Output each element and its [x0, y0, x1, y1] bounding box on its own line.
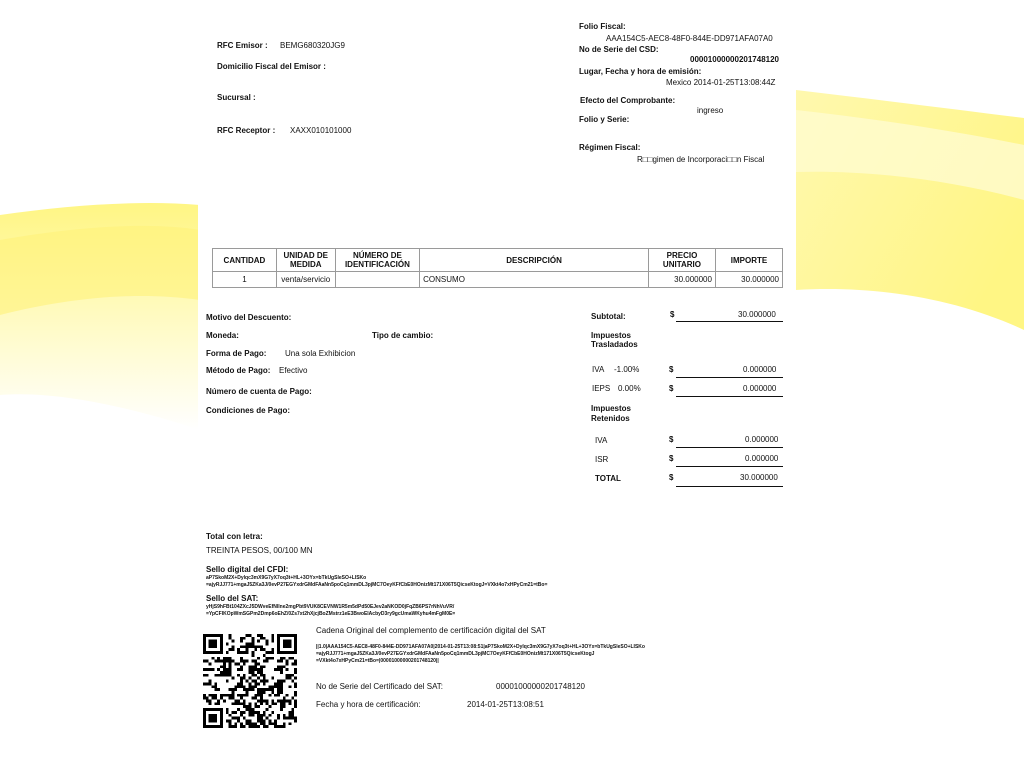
rfc-emisor-value: BEMG680320JG9 — [280, 41, 345, 50]
cadena-line1: ||1.0|AAA154C5-AEC8-48F0-844E-DD971AFA07A0|2014-01-25T13:08:51|aP7SkoM2X+Dylqc3mX9G7yX7oq3t+HL+3OYx=bTkUgSleSO+LISKo — [316, 644, 645, 650]
efecto-label: Efecto del Comprobante: — [580, 96, 676, 105]
sello-cfdi-line1: aP7SkoM2X+Dylqc3mX9G7yX7oq3t+HL+3OYx=bTkUgSleSO+LISKo — [206, 575, 367, 581]
metodo-pago-label: Método de Pago: — [206, 366, 271, 375]
col-importe: IMPORTE — [715, 249, 782, 272]
serie-csd-value: 00001000000201748120 — [690, 55, 779, 64]
retenidos-label-2: Retenidos — [591, 414, 630, 423]
sello-cfdi-label: Sello digital del CFDI: — [206, 565, 289, 574]
cell-precio-unitario: 30.000000 — [648, 272, 715, 288]
rfc-emisor-label: RFC Emisor : — [217, 41, 268, 50]
serie-certificado-value: 00001000000201748120 — [496, 682, 585, 691]
sello-sat-line1: yHjS9hFBt104ZXcJ5DWveEfNlIne2mgPbt9VUK8CEVNW1R5m5dPd50EJev2aNKOD0jFqZB6PS7rNhVuVR/ — [206, 604, 455, 610]
col-precio-unitario: PRECIO UNITARIO — [648, 249, 715, 272]
condiciones-pago-label: Condiciones de Pago: — [206, 406, 291, 415]
sucursal-label: Sucursal : — [217, 93, 256, 102]
retenidos-label-1: Impuestos — [591, 404, 632, 413]
table-row — [213, 272, 783, 288]
trasladados-label-1: Impuestos — [591, 331, 632, 340]
isr-currency: $ — [669, 454, 674, 463]
iva-value: 0.000000 — [743, 365, 777, 374]
metodo-pago-value: Efectivo — [279, 366, 308, 375]
total-currency: $ — [669, 473, 674, 482]
subtotal-currency: $ — [670, 310, 675, 319]
iva-label: IVA — [592, 365, 605, 374]
isr-label: ISR — [595, 455, 609, 464]
cell-cantidad: 1 — [213, 272, 277, 288]
iva-retenido-underline — [676, 447, 783, 448]
ieps-value: 0.000000 — [743, 384, 777, 393]
col-numero-identificacion: NÚMERO DE IDENTIFICACIÓN — [335, 249, 420, 272]
folio-serie-label: Folio y Serie: — [579, 115, 630, 124]
forma-pago-value: Una sola Exhibicion — [285, 349, 356, 358]
lugar-value: Mexico 2014-01-25T13:08:44Z — [666, 78, 776, 87]
tipo-cambio-label: Tipo de cambio: — [372, 331, 434, 340]
fecha-certificacion-value: 2014-01-25T13:08:51 — [467, 700, 544, 709]
isr-value: 0.000000 — [745, 454, 779, 463]
total-letra-label: Total con letra: — [206, 532, 263, 541]
ieps-rate: 0.00% — [618, 384, 641, 393]
moneda-label: Moneda: — [206, 331, 239, 340]
qr-code-icon — [203, 634, 297, 728]
iva-retenido-currency: $ — [669, 435, 674, 444]
cuenta-pago-label: Número de cuenta de Pago: — [206, 387, 312, 396]
total-label: TOTAL — [595, 474, 621, 483]
cadena-line2: =ajyRJJ771+mgaJ5ZKa3J/0evP27EGYxdrGMdFAaNn5poCq1mmDL3pjMC7OeyKFfCbE0HOnizMt171X06T5QicseKtogJ — [316, 651, 595, 657]
cell-descripcion: CONSUMO — [420, 272, 649, 288]
sello-sat-line2: =YpCFIKOpWmSGPm2Dmp6oEhZ/0Zs7xt2hXjcjBoZMstrz1eE3BwoElAcbyD3ry9gcUmaWKyhu4mFgM0E= — [206, 611, 456, 617]
cadena-line3: =VXkt4o7xHPyCm21=tBo=|00001000000201748120|| — [316, 658, 439, 664]
iva-currency: $ — [669, 365, 674, 374]
total-letra-value: TREINTA PESOS, 00/100 MN — [206, 546, 313, 555]
col-unidad: UNIDAD DE MEDIDA — [276, 249, 335, 272]
items-table — [212, 248, 783, 288]
regimen-label: Régimen Fiscal: — [579, 143, 641, 152]
col-descripcion: DESCRIPCIÓN — [420, 249, 649, 272]
rfc-receptor-label: RFC Receptor : — [217, 126, 276, 135]
serie-csd-label: No de Serie del CSD: — [579, 45, 659, 54]
items-table-header — [213, 249, 783, 272]
folio-fiscal-value: AAA154C5-AEC8-48F0-844E-DD971AFA07A0 — [606, 34, 773, 43]
ieps-currency: $ — [669, 384, 674, 393]
forma-pago-label: Forma de Pago: — [206, 349, 267, 358]
ieps-underline — [676, 396, 783, 397]
isr-underline — [676, 466, 783, 467]
iva-retenido-label: IVA — [595, 436, 608, 445]
motivo-descuento-label: Motivo del Descuento: — [206, 313, 292, 322]
cell-unidad: venta/servicio — [276, 272, 335, 288]
cell-numero-identificacion — [335, 272, 420, 288]
serie-certificado-label: No de Serie del Certificado del SAT: — [316, 682, 444, 691]
total-value: 30.000000 — [740, 473, 778, 482]
fecha-certificacion-label: Fecha y hora de certificación: — [316, 700, 421, 709]
iva-rate: -1.00% — [614, 365, 640, 374]
subtotal-value: 30.000000 — [738, 310, 776, 319]
subtotal-label: Subtotal: — [591, 312, 626, 321]
regimen-value: R□□gimen de Incorporaci□□n Fiscal — [637, 155, 765, 164]
total-underline — [676, 486, 783, 487]
domicilio-label: Domicilio Fiscal del Emisor : — [217, 62, 326, 71]
subtotal-underline — [676, 321, 783, 322]
rfc-receptor-value: XAXX010101000 — [290, 126, 352, 135]
sello-sat-label: Sello del SAT: — [206, 594, 259, 603]
ieps-label: IEPS — [592, 384, 611, 393]
iva-underline — [676, 377, 783, 378]
col-cantidad: CANTIDAD — [213, 249, 277, 272]
cell-importe: 30.000000 — [715, 272, 782, 288]
lugar-label: Lugar, Fecha y hora de emisión: — [579, 67, 702, 76]
iva-retenido-value: 0.000000 — [745, 435, 779, 444]
trasladados-label-2: Trasladados — [591, 340, 638, 349]
efecto-value: ingreso — [697, 106, 724, 115]
folio-fiscal-label: Folio Fiscal: — [579, 22, 626, 31]
sello-cfdi-line2: =ajyRJJ771+mgaJ5ZKa3J/0evP27EGYxdrGMdFAaNn5poCq1mmDL3pjMC7OeyKFfCbE0HOnizMt171X06T5QicseKtogJ=VXkt4o7xHPyCm21=tBo= — [206, 582, 548, 588]
cadena-original-label: Cadena Original del complemento de certificación digital del SAT — [316, 626, 546, 635]
